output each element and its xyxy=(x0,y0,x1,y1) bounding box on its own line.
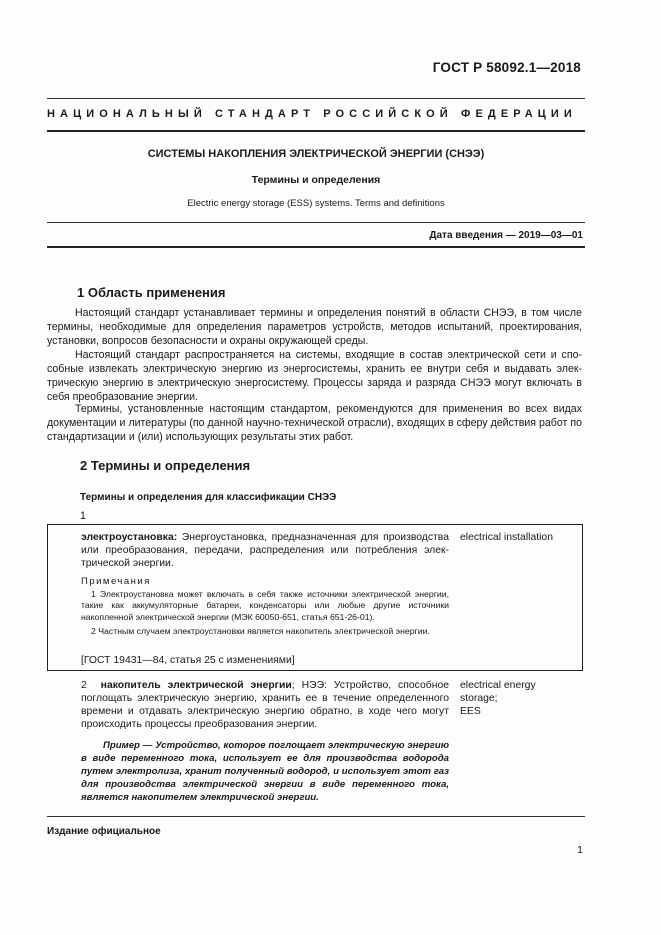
section-1-paragraph-3: Термины, установленные настоящим стандартом, рекомендуются для применения во всех видах документации и литературы (по данной научно-технической отрасли), входящих в сферу действия работ по стандартизации и (или) использующих результаты этих работ. xyxy=(47,403,582,443)
term-2-name: накопитель электрической энергии xyxy=(100,680,292,691)
standard-code: ГОСТ Р 58092.1—2018 xyxy=(432,60,581,75)
section-2-subheading: Термины и определения для классификации СНЭЭ xyxy=(80,492,337,503)
english-title: Electric energy storage (ESS) systems. Terms and definitions xyxy=(187,198,445,209)
note-2: 2 Частным случаем электроустановки является накопитель электрической энергии. xyxy=(91,626,430,636)
header-divider xyxy=(47,98,585,99)
section-2-heading: 2 Термины и определения xyxy=(80,458,251,473)
section-1-paragraph-2: Настоящий стандарт распространяется на системы, входящие в состав электрической сети и способные извлекать электрическую энергию из энергосистемы, хранить ее внутри себя и выдавать электрическую энергию в электрическую энергосистему. Процессы заряда и разряда СНЭЭ могут включать в себя преобразование энергии. xyxy=(47,349,582,403)
section-1-paragraph-1: Настоящий стандарт устанавливает термины и определения понятий в области СНЭЭ, в том числе термины, необходимые для определения параметров устройств, методов испытаний, проектирования, установки, вопросов безопасности и охраны окружающей среды. xyxy=(47,307,582,347)
term-2-example: Пример — Устройство, которое поглощает электрическую энергию в виде переменного тока, использует ее для производства водорода путем электролиза, хранит полученный водород, и использует этот газ для производства электрической энергии в виде переменного тока, является накопителем электрической энергии. xyxy=(81,740,449,803)
term-2-english: electrical energy storage; EES xyxy=(460,680,536,717)
notes-heading: Примечания xyxy=(81,576,151,587)
document-subtitle: Термины и определения xyxy=(251,174,381,186)
effective-date: Дата введения — 2019—03—01 xyxy=(429,230,583,241)
date-divider xyxy=(47,246,585,248)
national-standard-title: НАЦИОНАЛЬНЫЙ СТАНДАРТ РОССИЙСКОЙ ФЕДЕРАЦИИ xyxy=(47,108,577,120)
section-1-heading: 1 Область применения xyxy=(77,285,226,300)
document-title: СИСТЕМЫ НАКОПЛЕНИЯ ЭЛЕКТРИЧЕСКОЙ ЭНЕРГИИ (СНЭЭ) xyxy=(147,148,485,160)
term-2-number: 2 xyxy=(81,680,87,691)
note-1: 1 Электроустановка может включать в себя также источники электрической энергии, такие как аккумуляторные батареи, конденсаторы или любые другие источники накопленной электрической энергии (МЭК 60050-651, статья 651-26-01). xyxy=(81,589,449,622)
term-2-definition: 2 накопитель электрической энергии; НЭЭ: Устройство, способное поглощать электрическую энергию, хранить ее в течение определенного времени и отдавать электрическую энергию обратно, в ходе чего могут происходить процессы преобразования энергии. xyxy=(81,680,449,730)
term-1-number: 1 xyxy=(80,510,86,522)
term-1-definition: электроустановка: Энергоустановка, предназначенная для производства или преобразования, передачи, распределения или потребления электрической энергии. xyxy=(81,532,449,569)
footer-divider xyxy=(47,816,585,817)
official-edition-label: Издание официальное xyxy=(47,826,161,837)
term-1-name: электроустановка: xyxy=(81,532,178,543)
page-number: 1 xyxy=(577,844,583,856)
term-1-english: electrical installation xyxy=(460,532,553,543)
header-divider-thick xyxy=(47,130,585,132)
term-1-reference: [ГОСТ 19431—84, статья 25 с изменениями] xyxy=(81,655,295,666)
title-divider xyxy=(47,222,585,223)
